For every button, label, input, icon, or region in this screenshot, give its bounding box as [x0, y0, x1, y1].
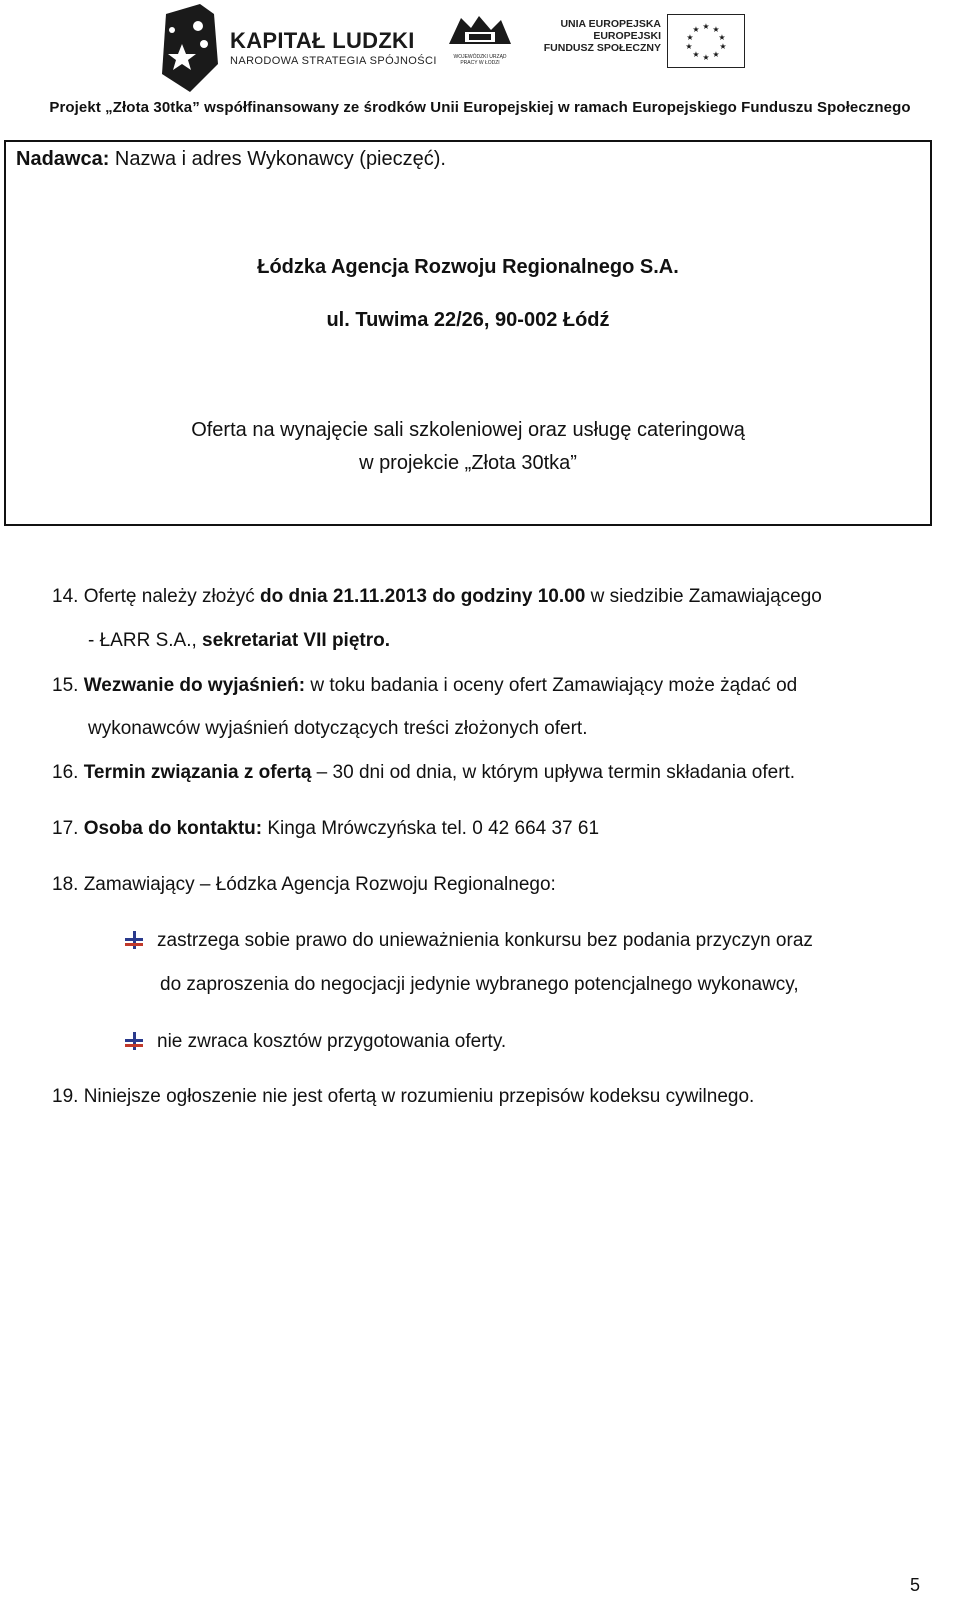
project-cofinancing-line: Projekt „Złota 30tka” współfinansowany ze środków Unii Europejskiej w ramach Europejskiego Funduszu Społecznego: [49, 99, 911, 116]
kapital-ludzki-subtitle: NARODOWA STRATEGIA SPÓJNOŚCI: [230, 55, 437, 67]
bullet-icon: [125, 1032, 143, 1050]
sender-label-text: Nazwa i adres Wykonawcy (pieczęć).: [109, 148, 446, 170]
offer-title-line-1: Oferta na wynajęcie sali szkoleniowej oraz usługę cateringową: [191, 419, 745, 441]
item-14-text-2: w siedzibie Zamawiającego: [585, 586, 822, 607]
svg-text:★: ★: [719, 42, 727, 51]
sender-label: [16, 148, 446, 171]
item-17-heading: Osoba do kontaktu:: [83, 818, 263, 839]
kapital-ludzki-mark-icon: [160, 4, 218, 92]
eu-line-3: FUNDUSZ SPOŁECZNY: [543, 42, 661, 54]
kapital-ludzki-logo: [160, 4, 437, 92]
item-19: [52, 1086, 754, 1108]
eu-logo-text: [544, 18, 661, 54]
sender-box: [4, 140, 932, 526]
item-17-number: 17.: [52, 818, 84, 839]
wup-logo: [445, 14, 515, 84]
item-18-bullet-1-line-1: zastrzega sobie prawo do unieważnienia konkursu bez podania przyczyn oraz: [157, 930, 813, 951]
item-15-number: 15.: [52, 675, 84, 696]
kapital-ludzki-title: KAPITAŁ LUDZKI: [230, 28, 415, 53]
sender-label-bold: Nadawca:: [16, 148, 110, 170]
item-15-line-2: wykonawców wyjaśnień dotyczących treści złożonych ofert.: [88, 718, 588, 739]
offer-title: [6, 414, 930, 480]
svg-text:★: ★: [702, 22, 710, 31]
recipient-address: ul. Tuwima 22/26, 90-002 Łódź: [326, 309, 610, 331]
item-16: [52, 762, 795, 784]
item-14-text: Ofertę należy złożyć: [83, 586, 261, 607]
eu-logo: [543, 14, 745, 84]
item-14-line-1: [52, 586, 822, 608]
item-16-heading: Termin związania z ofertą: [83, 762, 312, 783]
svg-text:★: ★: [686, 33, 694, 42]
item-16-number: 16.: [52, 762, 84, 783]
svg-text:★: ★: [712, 25, 720, 34]
svg-text:★: ★: [712, 50, 720, 59]
svg-text:★: ★: [718, 33, 726, 42]
page-number: 5: [909, 1575, 920, 1595]
svg-text:★: ★: [692, 25, 700, 34]
wup-mark-icon: [445, 14, 515, 54]
item-19-text: Niniejsze ogłoszenie nie jest ofertą w rozumieniu przepisów kodeksu cywilnego.: [83, 1086, 755, 1107]
item-18: [52, 874, 556, 896]
item-17-contact: Kinga Mrówczyńska tel. 0 42 664 37 61: [262, 818, 600, 839]
item-18-bullet-2: nie zwraca kosztów przygotowania oferty.: [157, 1031, 507, 1052]
wup-logo-text: WOJEWÓDZKI URZĄD PRACY W ŁODZI: [453, 54, 507, 66]
eu-line-2: EUROPEJSKI: [593, 30, 661, 42]
item-17: [52, 818, 599, 840]
item-15-line-1: [52, 675, 797, 697]
item-16-text: – 30 dni od dnia, w którym upływa termin składania ofert.: [311, 762, 796, 783]
item-18-number: 18.: [52, 874, 84, 895]
item-14-office: sekretariat VII piętro.: [202, 630, 390, 651]
svg-text:★: ★: [685, 42, 693, 51]
item-18-bullet-1-line-2: do zaproszenia do negocjacji jedynie wybranego potencjalnego wykonawcy,: [160, 974, 799, 995]
header-logos: [0, 0, 960, 95]
item-18-text: Zamawiający – Łódzka Agencja Rozwoju Regionalnego:: [83, 874, 556, 895]
item-15-heading: Wezwanie do wyjaśnień:: [83, 675, 306, 696]
item-14-number: 14.: [52, 586, 84, 607]
eu-flag-icon: [667, 14, 745, 68]
svg-text:★: ★: [702, 53, 710, 62]
bullet-icon: [125, 931, 143, 949]
item-15-text: w toku badania i oceny ofert Zamawiający może żądać od: [305, 675, 798, 696]
item-14-line-2: [88, 630, 390, 652]
item-14-place: - ŁARR S.A.,: [88, 630, 203, 651]
item-14-deadline: do dnia 21.11.2013 do godziny 10.00: [260, 586, 586, 607]
offer-title-line-2: w projekcie „Złota 30tka”: [359, 452, 577, 474]
eu-line-1: UNIA EUROPEJSKA: [560, 18, 661, 30]
svg-text:★: ★: [692, 50, 700, 59]
recipient-name: Łódzka Agencja Rozwoju Regionalnego S.A.: [257, 256, 679, 278]
item-19-number: 19.: [52, 1086, 84, 1107]
